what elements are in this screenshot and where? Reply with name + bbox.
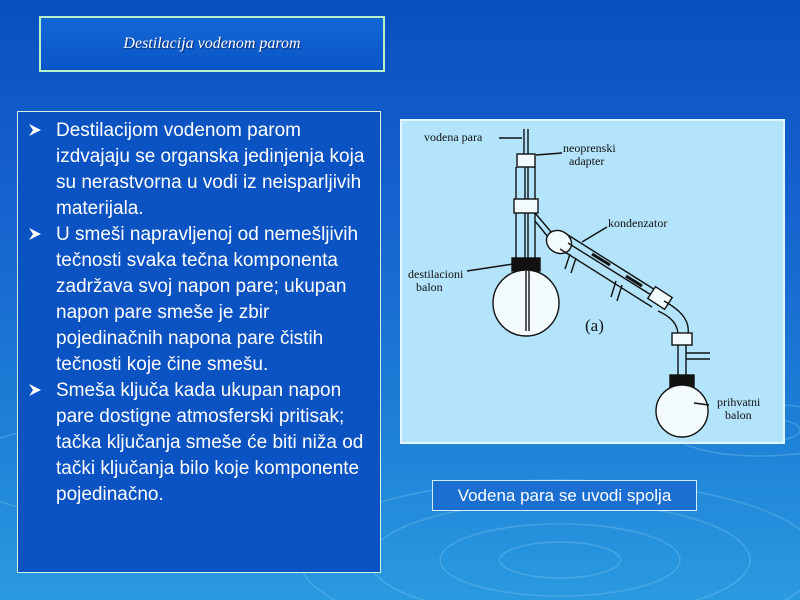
apparatus-drawing [467, 129, 710, 437]
title-box [39, 16, 385, 72]
label-adapter-line1: neoprenski [563, 141, 616, 155]
arrow-bullet-icon [28, 227, 42, 241]
label-adapter-line2: adapter [569, 154, 605, 168]
label-figure: (a) [585, 316, 604, 335]
bullet-text: U smeši napravljenoj od nemešljivih tečnosti svaka tečna komponenta zadržava svoj napon pare; ukupan napon pare smeše je zbir pojedinačnih napona pare čistih tečnosti koje čine smešu. [56, 224, 359, 375]
bullet-item [22, 118, 372, 222]
arrow-bullet-icon [28, 383, 42, 397]
caption-text: Vodena para se uvodi spolja [457, 485, 672, 505]
bullet-item [22, 222, 372, 378]
label-receiver-line2: balon [725, 408, 752, 422]
bullet-list [17, 111, 381, 573]
arrow-bullet-icon [28, 123, 42, 137]
caption-box [432, 480, 697, 511]
bullet-item [22, 378, 372, 508]
slide-title: Destilacija vodenom parom [123, 35, 301, 52]
label-receiver-line1: prihvatni [717, 395, 761, 409]
bullet-text: Destilacijom vodenom parom izdvajaju se organska jedinjenja koja su nerastvorna u vodi iz neisparljivih materijala. [56, 120, 365, 219]
label-condenser: kondenzator [608, 216, 668, 230]
distillation-diagram [400, 119, 785, 444]
label-steam: vodena para [424, 130, 483, 144]
label-flask-line2: balon [416, 280, 443, 294]
label-flask-line1: destilacioni [408, 267, 464, 281]
bullet-text: Smeša ključa kada ukupan napon pare dostigne atmosferski pritisak; tačka ključanja smeše će biti niža od tački ključanja bilo koje komponente pojedinačno. [56, 380, 364, 505]
